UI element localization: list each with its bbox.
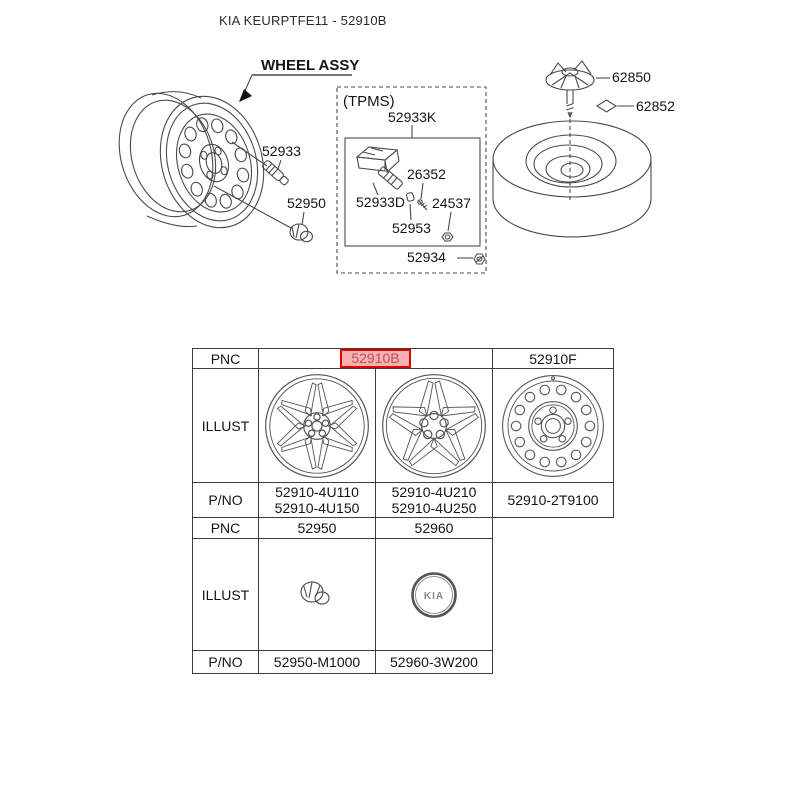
tpms-caption: (TPMS) [343,93,395,110]
valve-stem-icon [261,160,289,187]
leader-52933-label [278,160,281,169]
valve-cap-icon [406,192,414,220]
leader-52950 [214,186,291,228]
part-number: 52910-4U110 [275,484,359,500]
pnc-cell-52910f: 52910F [493,349,614,369]
row-header-pnc: PNC [193,518,259,539]
pno-cell-52950m1000: 52950-M1000 [259,651,376,674]
table-row-pnc-bottom [193,518,614,539]
row-header-pno: P/NO [193,651,259,674]
wheel-nut-icon [295,578,339,612]
pnc-cell-52910b[interactable] [259,349,493,369]
illust-center-cap [376,539,493,651]
kia-logo-text: KIA [423,590,445,602]
parts-table [192,348,614,674]
part-label-52933k: 52933K [388,109,437,125]
wheel-assembly-drawing [105,82,280,241]
table-row-illust-bottom [193,539,614,651]
table-row-pno-bottom [193,651,614,674]
sensor-nut-icon [442,212,453,241]
row-header-illust: ILLUST [193,539,259,651]
part-number: 52910-4U250 [391,500,477,516]
pno-cell-52960-3w200: 52960-3W200 [376,651,493,674]
pno-cell-3: 52910-2T9100 [493,483,614,518]
grommet-nut-icon [457,254,485,264]
part-number: 52910-4U210 [391,484,477,500]
illust-alloy-wheel-2 [376,369,493,483]
pnc-cell-52950: 52950 [259,518,376,539]
tpms-sensor-icon [357,147,403,195]
valve-core-icon [418,183,427,210]
spare-tire-drawing [493,112,651,237]
table-row-pnc-top [193,349,614,369]
spare-pad-icon [597,100,634,112]
table-row-pno-top [193,483,614,518]
empty-cell [493,651,614,674]
part-label-52933d: 52933D [356,194,406,210]
part-label-52934: 52934 [407,249,446,265]
wheel-assy-label: WHEEL ASSY [261,57,360,74]
steel-wheel-icon [498,372,608,480]
part-label-52950: 52950 [287,195,326,211]
pno-cell-1 [259,483,376,518]
row-header-illust: ILLUST [193,369,259,483]
lug-nut-icon [290,224,313,242]
wheel-assy-callout-arrow [239,75,352,102]
empty-cell [493,539,614,651]
row-header-pnc: PNC [193,349,259,369]
leader-52950-label [302,212,304,225]
empty-cell [493,518,614,539]
table-row-illust-top [193,369,614,483]
part-number: 52910-4U150 [274,500,360,516]
illust-alloy-wheel-1 [259,369,376,483]
selected-pnc-badge[interactable]: 52910B [340,349,410,368]
part-label-26352: 26352 [407,166,446,182]
alloy-wheel-1-icon [261,371,373,481]
kia-center-cap-icon [409,570,459,620]
part-label-52933: 52933 [262,143,301,159]
part-label-24537: 24537 [432,195,471,211]
part-label-52953: 52953 [392,220,431,236]
pno-cell-2 [376,483,493,518]
pnc-cell-52960: 52960 [376,518,493,539]
page-title: KIA KEURPTFE11 - 52910B [219,13,387,28]
illust-steel-wheel [493,369,614,483]
row-header-pno: P/NO [193,483,259,518]
alloy-wheel-2-icon [378,371,490,481]
part-label-62850: 62850 [612,69,651,85]
illust-lug-nut [259,539,376,651]
part-label-62852: 62852 [636,98,675,114]
